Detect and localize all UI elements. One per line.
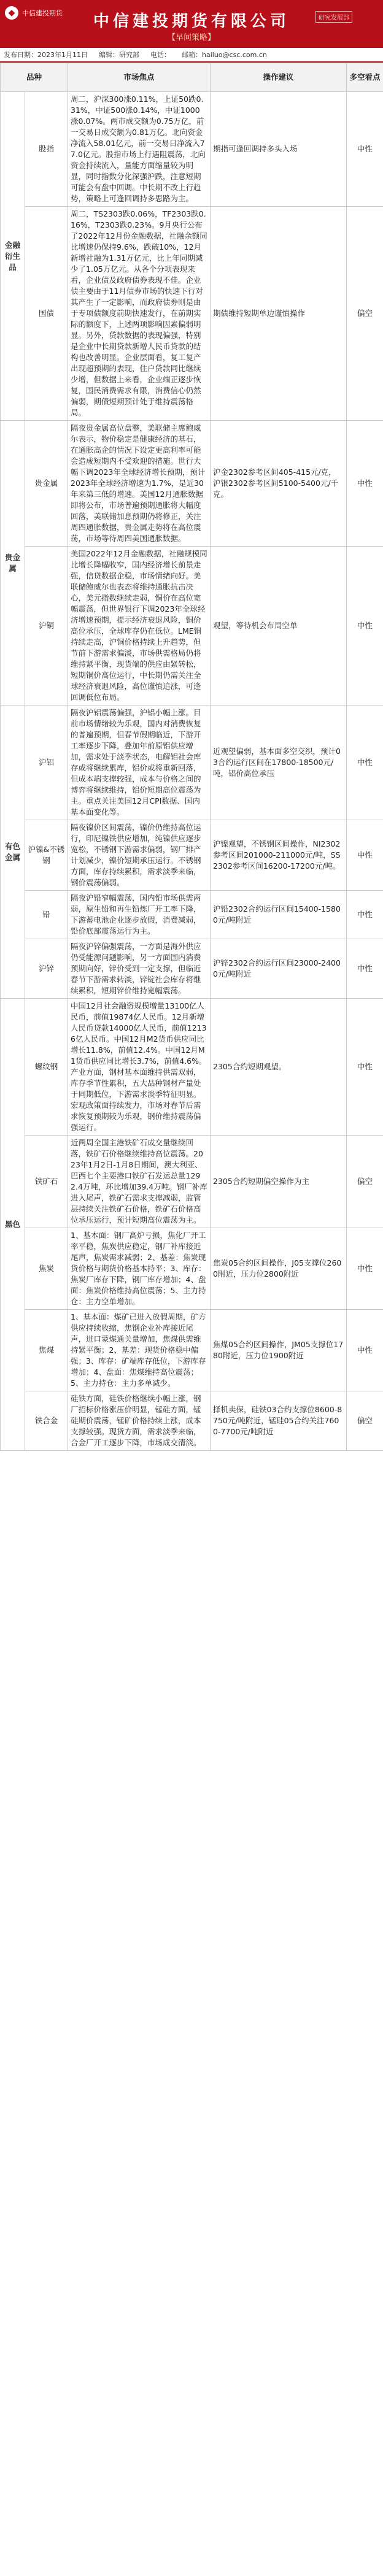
table-row xyxy=(1,1310,383,1391)
table-row xyxy=(1,820,383,891)
category-cell: 金融衍生品 xyxy=(1,92,25,421)
header-variety: 品种 xyxy=(1,63,68,92)
logo-text: 中信建投期货 xyxy=(22,9,63,17)
market-focus-cell: 1、基本面：钢厂高炉亏损，焦化厂开工率平稳，焦炭供应稳定，钢厂补库接近尾声，焦炭需求减弱；2、基差：焦炭现货价格与期货价格基本持平；3、库存：焦炭厂库存下降，钢厂库存增加；4、盘面：焦炭价格维持高位震荡；5、主力持仓：主力空单增加。 xyxy=(68,1228,211,1310)
variety-cell: 贵金属 xyxy=(25,421,68,547)
advice-cell: 择机卖保，硅铁03合约支撑位8600-8750元/吨附近，锰硅05合约关注7600-7700元/吨附近 xyxy=(211,1391,347,1451)
variety-cell: 沪锌 xyxy=(25,939,68,999)
table-row xyxy=(1,999,383,1136)
variety-cell: 国债 xyxy=(25,207,68,421)
table-row xyxy=(1,706,383,820)
table-row xyxy=(1,891,383,939)
view-cell: 中性 xyxy=(347,92,383,207)
advice-cell: 近观望偏弱，基本面多空交织，预计03合约运行区间在17800-18500元/吨，铝价高位承压 xyxy=(211,706,347,820)
table-row xyxy=(1,1391,383,1451)
phone: 电话： xyxy=(150,51,171,59)
logo-mark-icon: ◆ xyxy=(5,6,18,20)
view-cell: 偏空 xyxy=(347,1136,383,1228)
market-focus-cell: 隔夜沪锌偏强震荡，一方面是海外供应仍受能源问题影响，另一方面国内消费预期向好，锌价受到一定支撑，但临近春节下游需求转淡，锌锭社会库存将继续累积，短期锌价维持宽幅震荡。 xyxy=(68,939,211,999)
market-focus-cell: 周二，沪深300涨0.11%，上证50跌0.31%，中证500涨0.14%，中证1000涨0.07%。两市成交额为0.75万亿，前一交易日成交额为0.81万亿。北向资金净流入58.01亿元，前一交易日净流入77.0亿元。股指市场上行遇阻震荡，北向资金持续流入，量能方面缩量较为明显，同时指数分化深强沪跌，注意短期可能会有盘中回调。中长期不改上行趋势，策略上可逢回调持多思路为主。 xyxy=(68,92,211,207)
category-cell: 有色金属 xyxy=(1,706,25,999)
view-cell: 中性 xyxy=(347,820,383,891)
variety-cell: 铁矿石 xyxy=(25,1136,68,1228)
table-row xyxy=(1,92,383,207)
view-cell: 中性 xyxy=(347,1310,383,1391)
view-cell: 中性 xyxy=(347,421,383,547)
email: 邮箱：hailuo@csc.com.cn xyxy=(182,51,267,59)
market-focus-cell: 近两周全国主港铁矿石成交量继续回落，铁矿石价格继续维持高位震荡。2023年1月2日-1月8日期间，澳大利亚、巴西七个主要港口铁矿石发运总量1292.4万吨，环比增加39.4万吨。钢厂补库进入尾声，铁矿石需求支撑减弱，监管层持续关注铁矿石价格，铁矿石价格高位承压运行，预计短期高位震荡为主。 xyxy=(68,1136,211,1228)
table-header-row xyxy=(1,63,383,92)
table-row xyxy=(1,1228,383,1310)
advice-cell: 2305合约短期观望。 xyxy=(211,999,347,1136)
table-body xyxy=(1,92,383,1451)
view-cell: 中性 xyxy=(347,547,383,706)
variety-cell: 铅 xyxy=(25,891,68,939)
view-cell: 偏空 xyxy=(347,1391,383,1451)
advice-cell: 沪金2302参考区间405-415元/克，沪银2302参考区间5100-5400元/千克。 xyxy=(211,421,347,547)
category-cell: 黑色 xyxy=(1,999,25,1451)
view-cell: 中性 xyxy=(347,939,383,999)
advice-cell: 沪镍观望，不锈钢区间操作，NI2302参考区间201000-211000元/吨，SS2302参考区间16200-17200元/吨。 xyxy=(211,820,347,891)
table-row xyxy=(1,1136,383,1228)
publish-date: 发布日期：2023年1月11日 xyxy=(4,51,88,59)
advice-cell: 焦煤05合约区间操作，JM05支撑位1780附近，压力位1900附近 xyxy=(211,1310,347,1391)
table-row xyxy=(1,547,383,706)
advice-cell: 沪锌2302合约运行区间23000-24000元/吨附近 xyxy=(211,939,347,999)
market-focus-cell: 1、基本面：煤矿已进入放假周期，矿方供应持续收缩，焦钢企业补库接近尾声，进口蒙煤通关量增加，焦煤供需维持紧平衡；2、基差：现货价格稳中偏强；3、库存：矿端库存低位，下游库存增加；4、盘面：焦煤维持高位震荡；5、主力持仓：主力多单减少。 xyxy=(68,1310,211,1391)
advice-cell: 期债维持短期单边谨慎操作 xyxy=(211,207,347,421)
table-row xyxy=(1,421,383,547)
header-banner xyxy=(0,0,383,48)
strategy-table xyxy=(0,63,383,1451)
view-cell: 中性 xyxy=(347,706,383,820)
variety-cell: 焦煤 xyxy=(25,1310,68,1391)
market-focus-cell: 中国12月社会融资规模增量13100亿人民币，前值19874亿人民币。12月新增人民币贷款14000亿人民币，前值12136亿人民币。中国12月M2货币供应同比增长11.8%，前值12.4%。中国12月M1货币供应同比增长3.7%，前值4.6%。产业方面，钢材基本面维持供需双弱，库存季节性累积，五大品种钢材产量处于同期低位，下游需求淡季特征明显。宏观政策面持续发力，市场对春节后需求恢复预期较为乐观，钢价维持震荡偏强运行。 xyxy=(68,999,211,1136)
advice-cell: 2305合约短期偏空操作为主 xyxy=(211,1136,347,1228)
variety-cell: 股指 xyxy=(25,92,68,207)
department-stamp: 研究发展部 xyxy=(315,11,352,23)
view-cell: 偏空 xyxy=(347,207,383,421)
variety-cell: 焦炭 xyxy=(25,1228,68,1310)
advice-cell: 沪铅2302合约运行区间15400-15800元/吨附近 xyxy=(211,891,347,939)
table-row xyxy=(1,939,383,999)
market-focus-cell: 周二，TS2303跌0.06%，TF2303跌0.16%，T2303跌0.23%。9月央行公布了2022年12月份金融数据，社融余额同比增速仍保持9.6%，跌破10%，12月新增社融为1.31万亿元，比上年同期减少了1.05万亿元。从各个分项表现来看，企业债及政府债券表现不佳。企业债主要由于11月债券市场的快速下行对其产生了一定影响，而政府债券则是由于专项债额度前期快速发行，在前期实际的额度下，上述两项影响因素偏弱明显。另外，贷款数据的表现偏强，特别是企业中长期贷款新增人民币贷款的结构也改善明显。企业层面看，复工复产出现超预期的表现，住户贷款同比继续少增，但数据上来看，企业端正逐步恢复，国民消费需求有限，消费信心仍然偏弱，期债短期预计处于维持震荡格局。 xyxy=(68,207,211,421)
view-cell: 中性 xyxy=(347,1228,383,1310)
table-row xyxy=(1,207,383,421)
company-title: 中信建投期货有限公司 xyxy=(93,12,290,31)
market-focus-cell: 隔夜沪铝震荡偏强，沪铝小幅上涨。目前市场情绪较为乐观，国内对消费恢复的普遍预期，但春节假期临近，下游开工率逐步下降，叠加年前原铝供应增加，需求处于淡季状态，电解铝社会库存或将继续累库，铝价或将重新回落，但成本端支撑较强，成本与价格之间的博弈将继续维持，铝价短期高位震荡为主。重点关注美国12月CPI数据、国内基本面变化等。 xyxy=(68,706,211,820)
advice-cell: 焦炭05合约区间操作，J05支撑位2600附近，压力位2800附近 xyxy=(211,1228,347,1310)
report-tagline: 【早间策略】 xyxy=(167,33,215,42)
variety-cell: 沪镍&不锈钢 xyxy=(25,820,68,891)
variety-cell: 沪铝 xyxy=(25,706,68,820)
advice-cell: 期指可逢回调持多头入场 xyxy=(211,92,347,207)
header-view: 多空看点 xyxy=(347,63,383,92)
category-cell: 贵金属 xyxy=(1,421,25,706)
market-focus-cell: 隔夜沪铅窄幅震荡，国内铅市场供需两弱，原生铅和再生铅炼厂开工率下降，下游蓄电池企业逐步放假，消费减弱，铅价底部震荡运行为主。 xyxy=(68,891,211,939)
market-focus-cell: 硅铁方面，硅铁价格继续小幅上涨，钢厂招标价格涨压价明显，锰硅方面，锰硅期价震荡，锰矿价格持续上涨，成本支撑较强。现货方面，需求淡季来临，合金厂开工逐步下降，市场成交清淡。 xyxy=(68,1391,211,1451)
header-advice: 操作建议 xyxy=(211,63,347,92)
editor: 编辑：研究部 xyxy=(99,51,139,59)
view-cell: 中性 xyxy=(347,891,383,939)
market-focus-cell: 隔夜贵金属高位盘整，美联储主席鲍威尔表示，物价稳定是健康经济的基石，在通胀高企的情况下设定更高利率可能会造成短期内不受欢迎的措施。世行大幅下调2023年全球经济增长预期，预计2023年全球经济增速为1.7%，是近30年来第三低的增速。美国12月通胀数据即将公布，市场普遍预期通胀将大幅度回落，美联储加息预期仍将修正，关注周四通胀数据，贵金属走势将在高位震荡，市场等待周四美国通胀数据。 xyxy=(68,421,211,547)
variety-cell: 螺纹钢 xyxy=(25,999,68,1136)
header-market-focus: 市场焦点 xyxy=(68,63,211,92)
variety-cell: 铁合金 xyxy=(25,1391,68,1451)
variety-cell: 沪铜 xyxy=(25,547,68,706)
market-focus-cell: 隔夜镍价区间震荡，镍价仍维持高位运行，印尼镍铁供应增加，纯镍供应逐步宽松，不锈钢下游需求偏弱，钢厂排产计划减少，镍价短期承压运行。不锈钢方面，库存持续累积，需求淡季来临，钢价震荡偏弱。 xyxy=(68,820,211,891)
view-cell: 中性 xyxy=(347,999,383,1136)
market-focus-cell: 美国2022年12月金融数据，社融规模同比增长降幅收窄，国内经济增长前景走强，信贷数据企稳，市场情绪向好。美联储鲍威尔也表态将维持通胀抗击决心，美元指数继续走弱，铜价在高位宽幅震荡，但世界银行下调2023年全球经济增速预期，提示经济衰退风险，铜价高位承压，全球库存仍在低位。LME铜持续走高，沪铜价格持续上升趋势，但节前下游需求偏淡，市场供需格局仍将维持紧平衡，现货端的供应由紧转松，短期铜价高位运行，中长期仍需关注全球经济衰退风险，高位谨慎追涨，可逢回调低位布局。 xyxy=(68,547,211,706)
report-meta xyxy=(0,48,383,63)
advice-cell: 观望，等待机会布局空单 xyxy=(211,547,347,706)
